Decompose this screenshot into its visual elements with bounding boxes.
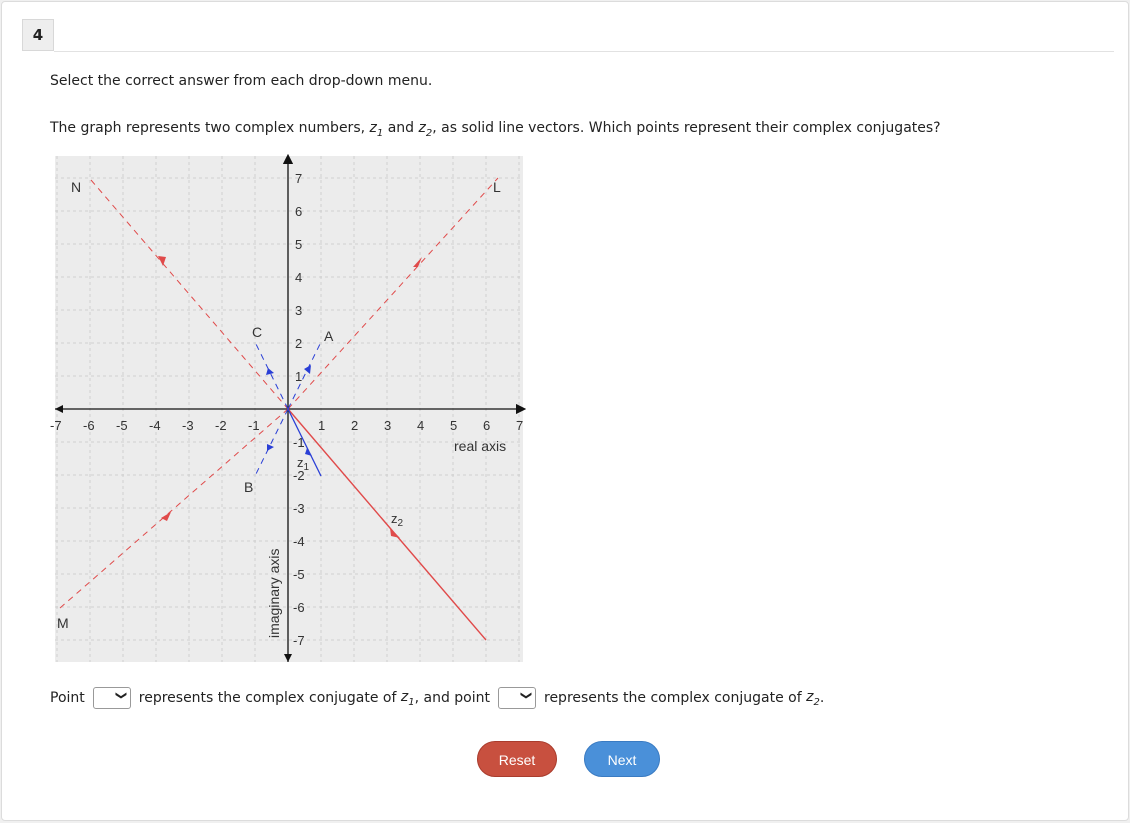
x-tick-label: 4 [417,418,425,433]
x-tick-label: -5 [116,418,128,433]
answer-and-point: , and point [414,690,490,706]
y-tick-label: 5 [295,237,303,252]
answer-z1-symbol: $z_1$ [400,688,415,708]
answer-z2-symbol: $z_2$ [806,688,820,708]
question-text-and: and [383,120,419,136]
point-label-A: A [324,328,334,344]
question-card [1,1,1129,821]
x-tick-label: -1 [248,418,260,433]
point-label-L: L [493,179,501,195]
x-tick-label: -2 [215,418,227,433]
point-label-B: B [244,479,254,495]
divider [54,51,1114,52]
y-tick-label: 3 [295,303,303,318]
next-button[interactable]: Next [584,741,660,777]
answer-period: . [819,690,825,706]
answer-end-text: represents the complex conjugate of [544,690,807,706]
vector-label-z1: $z_1$ [297,455,310,473]
y-tick-label: -4 [293,534,305,549]
y-tick-label: -2 [293,468,305,483]
x-tick-label: 2 [351,418,359,433]
point-label-M: M [57,615,69,631]
point-label-C: C [252,324,263,340]
y-tick-label: -3 [293,501,305,516]
question-text-part1: The graph represents two complex numbers, [50,120,370,136]
x-tick-label: -7 [50,418,62,433]
answer-point-label: Point [50,690,85,706]
y-tick-label: -7 [293,633,305,648]
reset-button[interactable]: Reset [477,741,557,777]
x-tick-label: -6 [83,418,95,433]
y-tick-label: -1 [293,435,305,450]
y-tick-label: 6 [295,204,303,219]
y-tick-label: -6 [293,600,305,615]
conjugate-z1-dropdown[interactable] [93,687,131,709]
y-tick-label: 1 [295,369,303,384]
chevron-down-icon: ❯ [519,690,533,701]
y-tick-label: 7 [295,171,303,186]
real-axis-label: real axis [454,438,507,454]
point-label-N: N [71,179,82,195]
x-tick-label: 6 [483,418,491,433]
conjugate-z2-dropdown[interactable] [498,687,536,709]
question-text-part2: , as solid line vectors. Which points represent their complex conjugates? [432,120,941,136]
y-tick-label: 4 [295,270,303,285]
x-tick-label: -4 [149,418,161,433]
chevron-down-icon: ❯ [114,690,128,701]
vector-label-z2: $z_2$ [391,511,404,529]
imaginary-axis-label: imaginary axis [266,548,282,638]
y-tick-label: -5 [293,567,305,582]
x-tick-label: 1 [318,418,326,433]
question-text [50,120,941,139]
x-tick-label: 3 [384,418,392,433]
z2-symbol: $z_2$ [418,120,433,139]
answer-row [50,685,824,711]
answer-mid-text: represents the complex conjugate of [138,690,401,706]
complex-plane-graph [50,156,524,662]
x-tick-label: 5 [450,418,458,433]
question-number: 4 [22,19,54,51]
z1-symbol: $z_1$ [369,120,384,139]
instruction-text: Select the correct answer from each drop-down menu. [50,73,433,89]
y-tick-label: 2 [295,336,303,351]
x-tick-label: -3 [182,418,194,433]
x-tick-label: 7 [516,418,524,433]
